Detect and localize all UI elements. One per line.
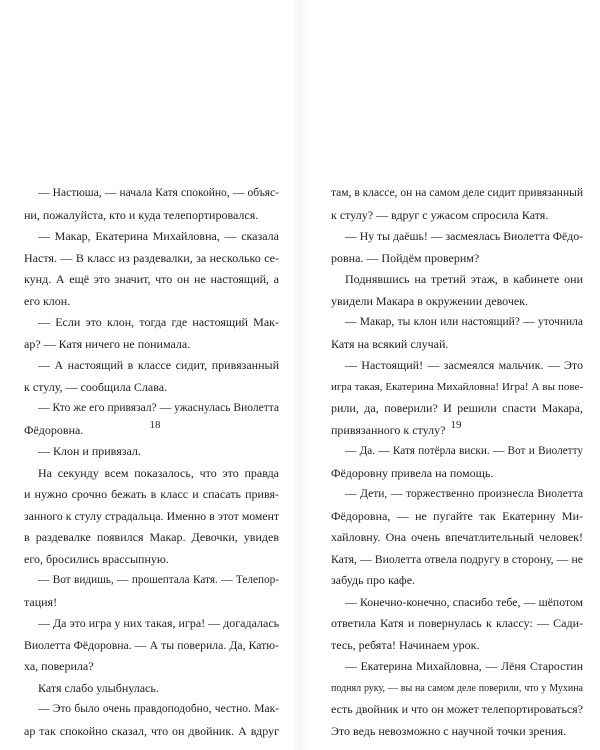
text-line: забудь про кафе. [331,573,416,587]
text-line: ха, поверила? [24,659,94,673]
text-line: ни, пожалуйста, кто и куда телепортировался. [24,207,259,222]
text-line: поднял руку, — вы на самом деле поверили, что у Мухина [331,682,583,694]
left-page-text [24,183,279,742]
text-line: занного к стулу страдальца. Именно в этот момент [24,509,279,523]
text-line: привязанного к стулу? [331,422,446,437]
text-line: Катя слабо улыбнулась. [38,680,159,695]
text-line: Катя на всякий случай. [331,336,449,351]
text-line: — Кто же его привязал? — ужаснулась Виолетта [38,402,279,414]
page-number: 19 [450,419,462,431]
text-line: ровна. — Пойдём проверим? [331,250,480,265]
text-line: к стулу? — вдруг с ужасом спросила Катя. [331,207,549,222]
text-line: кунд. А ещё это значит, что он не настоящий, а [24,272,279,286]
text-line: — Настоящий! — засмеялся мальчик. — Это [345,358,583,372]
text-line: — Да это игра у них такая, игра! — догадалась [38,616,279,630]
text-line: Фёдоровна. [24,422,84,437]
text-line: — Макар, ты клон или настоящий? — уточнила [345,316,583,328]
text-line: — А настоящий в классе сидит, привязанный [38,358,279,372]
text-line: Настя. — В класс из раздевалки, за несколько се- [24,250,279,265]
text-line: — Да. — Катя потёрла виски. — Вот и Виолетту [345,445,583,457]
text-line: его, бросились врассыпную. [24,551,169,566]
text-line: Фёдоровна, — не пугайте так Екатерину Ми- [331,508,583,523]
text-line: рили, да, поверили? И решили спасти Макара, [331,401,583,415]
text-line: — Клон и привязал. [38,444,141,458]
text-line: ар так спокойно сказал, что он двойник. А вдруг [24,723,279,738]
text-line: тесь, ребята! Начинаем урок. [331,637,480,652]
text-line: его клон. [24,293,71,308]
text-line: Катя, — Виолетта отвела подругу в сторону, — не [331,552,583,566]
text-line: тация! [24,594,58,609]
text-line: в раздевалке появился Макар. Девочки, увидев [24,530,279,544]
text-line: и нужно срочно бежать в класс и спасать привя- [24,487,279,501]
text-line: увидели Макара в окружении девочек. [331,293,529,308]
right-page-text [331,183,583,742]
page-number: 18 [149,419,161,431]
text-line: есть двойник и что он может телепортироваться? [331,702,583,716]
text-line: там, в классе, он на самом деле сидит привязанный [331,187,583,199]
text-line: — Конечно-конечно, спасибо тебе, — шёпотом [345,595,583,609]
text-line: — Екатерина Михайловна, — Лёня Старостин [345,660,583,673]
text-line: игра такая, Екатерина Михайловна! Игра! А вы пове- [331,380,583,393]
text-line: Виолетта Фёдоровна. — А ты поверила. Да, Катю- [24,638,279,652]
text-line: ответила Катя и повернулась к классу: — Сади- [331,616,583,630]
text-line: Это ведь невозможно с научной точки зрения. [331,723,567,738]
text-line: — Это было очень правдоподобно, честно. Мак- [38,703,279,715]
right-page [300,0,600,750]
text-line: хайловну. Она очень впечатлительный человек! [331,530,583,544]
text-line: к стулу, — сообщила Слава. [24,379,168,394]
text-line: Поднявшись на третий этаж, в кабинете они [345,272,583,286]
text-line: — Если это клон, тогда где настоящий Мак- [38,315,279,329]
text-line: — Вот видишь, — прошептала Катя. — Телепор- [38,574,279,586]
text-line: — Дети, — торжественно произнесла Виолетта [345,488,583,500]
text-line: На секунду всем показалось, что это правда [38,465,279,480]
text-line: ар? — Катя ничего не понимала. [24,336,191,351]
text-line: Фёдоровну привела на помощь. [331,465,494,480]
text-line: — Макар, Екатерина Михайловна, — сказала [38,229,279,243]
text-line: — Настюша, — начала Катя спокойно, — объяс- [38,187,279,199]
text-line: — Ну ты даёшь! — засмеялась Виолетта Фёдо- [345,230,583,243]
